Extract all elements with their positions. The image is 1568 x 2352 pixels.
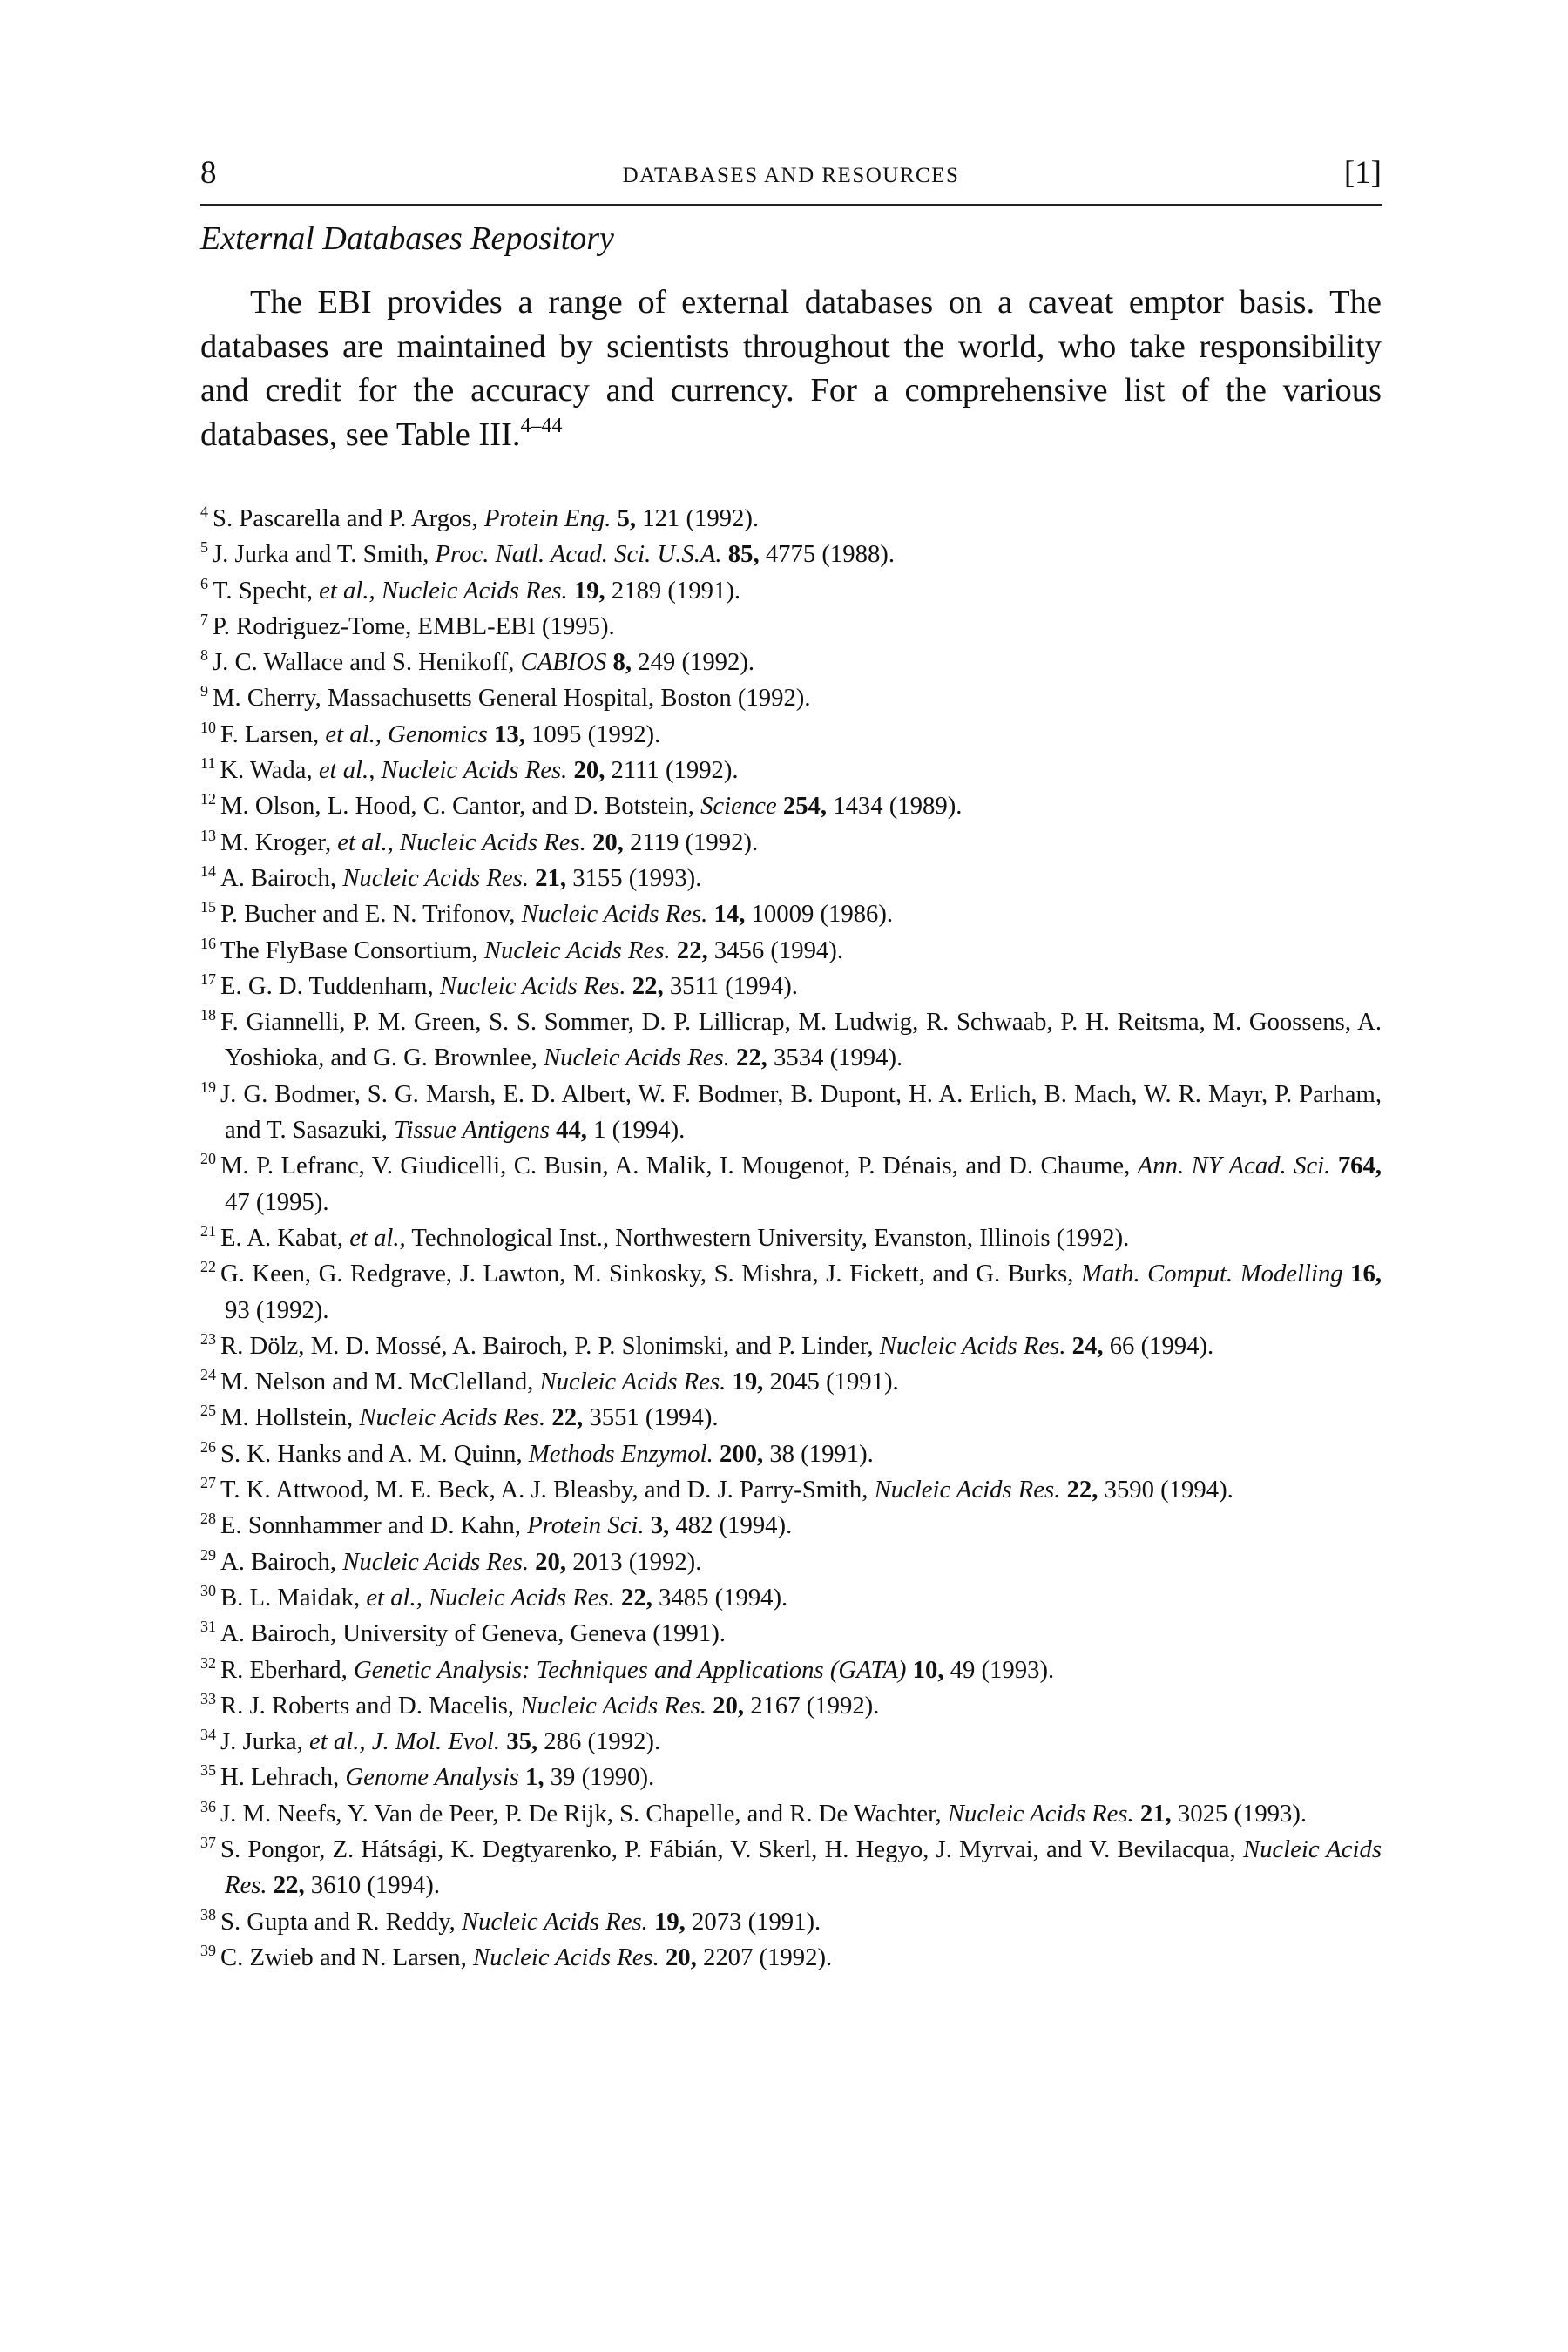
reference-text: E. A. Kabat, — [220, 1223, 350, 1252]
reference-number: 7 — [200, 610, 208, 628]
reference-text: Tissue Antigens — [394, 1116, 550, 1145]
reference-text: The FlyBase Consortium, — [220, 936, 484, 964]
reference-text — [645, 1511, 651, 1539]
reference-number: 28 — [200, 1510, 216, 1528]
reference-text: et al., — [318, 756, 375, 785]
reference-text: J. Jurka, — [220, 1727, 309, 1756]
reference-text: 85, — [727, 540, 760, 569]
reference-text: 4775 (1988). — [759, 540, 896, 569]
reference-text: Proc. Natl. Acad. Sci. U.S.A. — [435, 540, 722, 569]
reference-text: 1095 (1992). — [524, 720, 661, 748]
reference-text: R. Dölz, M. D. Mossé, A. Bairoch, P. P. Slonimski, and P. Linder, — [220, 1331, 880, 1360]
reference-item — [200, 1004, 1382, 1077]
reference-item — [200, 753, 1382, 788]
reference-number: 33 — [200, 1689, 216, 1707]
reference-text: 2189 (1991). — [605, 576, 741, 605]
reference-text: 254, — [782, 792, 828, 821]
reference-text: 3590 (1994). — [1098, 1476, 1233, 1504]
reference-text: A. Bairoch, — [220, 863, 343, 892]
reference-item — [200, 1077, 1382, 1149]
reference-text: 3551 (1994). — [583, 1403, 719, 1432]
reference-text: 3485 (1994). — [652, 1583, 788, 1612]
reference-item — [200, 537, 1382, 572]
reference-text: et al., — [319, 576, 375, 605]
paragraph-text: The EBI provides a range of external databases on a caveat emptor basis. The databases are maintained by scientists throughout the world, who take responsibility and credit for the accuracy and currency. For a comprehensive list of the various databases, see Table III. — [200, 284, 1382, 453]
reference-text: Nucleic Acids Res. — [520, 1691, 706, 1720]
reference-number: 18 — [200, 1006, 216, 1024]
reference-item — [200, 1364, 1382, 1400]
reference-text: 3534 (1994). — [767, 1044, 903, 1072]
reference-text: 482 (1994). — [669, 1511, 793, 1540]
reference-text: 286 (1992). — [537, 1727, 661, 1756]
page-number: 8 — [200, 155, 217, 191]
reference-number: 9 — [200, 682, 208, 700]
reference-text: E. G. D. Tuddenham, — [220, 971, 440, 1000]
reference-number: 4 — [200, 503, 208, 520]
reference-item — [200, 573, 1382, 609]
reference-text: R. J. Roberts and D. Macelis, — [220, 1691, 521, 1720]
reference-text — [1060, 1476, 1066, 1504]
reference-number: 32 — [200, 1653, 216, 1672]
reference-text: M. Hollstein, — [220, 1403, 360, 1432]
reference-text: 20, — [573, 756, 605, 785]
reference-text: 121 (1992). — [636, 504, 760, 532]
reference-text: Nucleic Acids Res. — [879, 1331, 1066, 1360]
reference-number: 13 — [200, 826, 216, 844]
reference-number: 6 — [200, 574, 208, 592]
reference-text: 10, — [912, 1655, 944, 1684]
reference-item — [200, 861, 1382, 896]
reference-text: et al., — [349, 1223, 406, 1252]
reference-text: 49 (1993). — [943, 1655, 1055, 1684]
chapter-number: [1] — [1343, 155, 1382, 191]
reference-number: 36 — [200, 1797, 216, 1815]
reference-text: 2045 (1991). — [763, 1368, 899, 1396]
reference-text: 3511 (1994). — [663, 971, 798, 1000]
reference-text: 200, — [719, 1439, 764, 1468]
reference-text: 20, — [535, 1547, 567, 1576]
reference-text: 22, — [621, 1583, 652, 1612]
reference-item — [200, 717, 1382, 753]
reference-number: 15 — [200, 898, 216, 916]
reference-text — [671, 936, 677, 964]
reference-text — [394, 828, 400, 856]
reference-text — [488, 720, 494, 748]
reference-item — [200, 501, 1382, 537]
reference-text — [730, 1044, 736, 1071]
reference-text: Nucleic Acids Res. — [521, 900, 708, 929]
reference-text: 3155 (1993). — [566, 863, 702, 892]
reference-item — [200, 1220, 1382, 1256]
reference-text: 3610 (1994). — [304, 1871, 440, 1900]
reference-text — [777, 792, 783, 820]
reference-text: 39 (1990). — [544, 1763, 655, 1792]
reference-text: J. Jurka and T. Smith, — [213, 540, 436, 569]
reference-text: 19, — [573, 576, 605, 605]
reference-item — [200, 1148, 1382, 1220]
reference-text: 2167 (1992). — [744, 1691, 880, 1720]
reference-text: Nucleic Acids Res. — [342, 1547, 529, 1576]
reference-text: J. G. Bodmer, S. G. Marsh, E. D. Albert, W. F. Bodmer, B. Dupont, H. A. Erlich, B. Mach, W. R. Mayr, P. Parham, and T. Sasazuki, — [220, 1079, 1382, 1145]
reference-text: Nucleic Acids Res. — [544, 1044, 730, 1072]
paragraph-citation: 4–44 — [520, 414, 563, 437]
reference-text: 2119 (1992). — [623, 828, 759, 856]
reference-text: M. Cherry, Massachusetts General Hospital, Boston (1992). — [213, 684, 811, 713]
reference-number: 29 — [200, 1545, 216, 1564]
reference-item — [200, 1724, 1382, 1760]
reference-text: M. Nelson and M. McClelland, — [220, 1368, 540, 1396]
reference-text: 22, — [735, 1044, 767, 1072]
reference-text: 44, — [556, 1116, 587, 1145]
reference-text: 249 (1992). — [632, 648, 755, 677]
reference-text: Nucleic Acids Res. — [473, 1943, 659, 1971]
reference-text: 8, — [612, 648, 632, 677]
reference-item — [200, 1616, 1382, 1652]
reference-text — [1343, 1260, 1351, 1288]
reference-number: 27 — [200, 1474, 216, 1492]
reference-item — [200, 969, 1382, 1004]
reference-text: B. L. Maidak, — [220, 1583, 367, 1612]
reference-text: Genomics — [388, 720, 488, 748]
reference-number: 25 — [200, 1402, 216, 1420]
reference-text — [615, 1584, 621, 1612]
reference-text: 764, — [1337, 1152, 1382, 1180]
reference-text — [375, 756, 381, 784]
reference-text: 20, — [591, 828, 624, 856]
reference-number: 26 — [200, 1437, 216, 1456]
reference-text: Nucleic Acids Res. — [381, 576, 568, 605]
reference-number: 14 — [200, 862, 216, 880]
reference-text: Genetic Analysis: Techniques and Applications (GATA) — [353, 1655, 907, 1684]
reference-item — [200, 1796, 1382, 1832]
reference-text: F. Larsen, — [220, 720, 326, 748]
reference-text: 16, — [1350, 1260, 1382, 1288]
reference-text: 3456 (1994). — [707, 936, 843, 964]
reference-text — [611, 504, 617, 532]
reference-text — [659, 1943, 666, 1971]
reference-text: Nucleic Acids Res. — [947, 1799, 1134, 1828]
reference-text: 2207 (1992). — [696, 1943, 833, 1971]
reference-text: 5, — [617, 504, 637, 532]
reference-text: T. Specht, — [213, 576, 320, 605]
reference-text: S. Gupta and R. Reddy, — [220, 1907, 463, 1936]
reference-number: 34 — [200, 1726, 216, 1744]
reference-number: 10 — [200, 718, 216, 736]
reference-text — [267, 1871, 274, 1899]
reference-text: M. Olson, L. Hood, C. Cantor, and D. Botstein, — [220, 792, 701, 821]
reference-item — [200, 1940, 1382, 1976]
reference-item — [200, 933, 1382, 969]
reference-text — [1066, 1332, 1072, 1360]
reference-text: Nucleic Acids Res. — [483, 936, 671, 964]
reference-text — [626, 972, 632, 1000]
reference-text: 19, — [653, 1907, 686, 1936]
reference-text: P. Bucher and E. N. Trifonov, — [220, 900, 522, 929]
reference-text: 47 (1995). — [225, 1187, 329, 1216]
reference-text — [567, 756, 573, 784]
reference-text: 22, — [273, 1871, 305, 1900]
reference-text: 3025 (1993). — [1171, 1799, 1308, 1828]
reference-text — [1330, 1152, 1337, 1179]
reference-text: Science — [700, 792, 777, 821]
reference-text: S. Pascarella and P. Argos, — [213, 504, 484, 532]
reference-text: Nucleic Acids Res. — [225, 1835, 1382, 1900]
reference-item — [200, 1508, 1382, 1544]
reference-text: 22, — [676, 936, 708, 964]
reference-text: et al., — [325, 720, 382, 748]
reference-text: C. Zwieb and N. Larsen, — [220, 1943, 473, 1971]
reference-text: S. Pongor, Z. Hátsági, K. Degtyarenko, P. Fábián, V. Skerl, H. Hegyo, J. Myrvai, and V. Bevilacqua, — [220, 1835, 1243, 1863]
running-head-title: DATABASES AND RESOURCES — [622, 164, 960, 187]
reference-text: J. C. Wallace and S. Henikoff, — [213, 648, 521, 677]
reference-text: S. K. Hanks and A. M. Quinn, — [220, 1439, 529, 1468]
reference-text — [586, 828, 592, 856]
reference-text: 20, — [665, 1943, 697, 1971]
reference-text: Genome Analysis — [345, 1763, 519, 1792]
reference-text: J. M. Neefs, Y. Van de Peer, P. De Rijk, S. Chapelle, and R. De Wachter, — [220, 1799, 948, 1828]
reference-text: Nucleic Acids Res. — [381, 756, 568, 785]
reference-text: Nucleic Acids Res. — [539, 1368, 727, 1396]
reference-text: 13, — [494, 720, 525, 748]
reference-text: et al., — [337, 828, 394, 856]
reference-item — [200, 1760, 1382, 1795]
reference-item — [200, 1544, 1382, 1580]
reference-item — [200, 609, 1382, 645]
reference-text: T. K. Attwood, M. E. Beck, A. J. Bleasby, and D. J. Parry-Smith, — [220, 1476, 875, 1504]
reference-text: Math. Comput. Modelling — [1080, 1260, 1343, 1288]
reference-item — [200, 1832, 1382, 1904]
body-paragraph — [200, 280, 1382, 456]
reference-item — [200, 1580, 1382, 1616]
reference-text — [375, 577, 382, 605]
reference-number: 17 — [200, 970, 216, 988]
reference-list — [200, 501, 1382, 1976]
reference-item — [200, 1472, 1382, 1508]
reference-number: 24 — [200, 1366, 216, 1384]
reference-text: Nucleic Acids Res. — [439, 971, 626, 1000]
reference-text — [648, 1908, 654, 1936]
reference-item — [200, 1904, 1382, 1940]
reference-text: Ann. NY Acad. Sci. — [1137, 1152, 1331, 1180]
reference-text: 20, — [713, 1691, 745, 1720]
reference-text: F. Giannelli, P. M. Green, S. S. Sommer, D. P. Lillicrap, M. Ludwig, R. Schwaab, P. H. Reitsma, M. Goossens, A. Yoshioka, and G. G. Brownlee, — [220, 1008, 1382, 1072]
reference-text: R. Eberhard, — [220, 1655, 354, 1684]
reference-text: 2013 (1992). — [566, 1547, 702, 1576]
reference-text: 93 (1992). — [225, 1295, 329, 1324]
reference-item — [200, 896, 1382, 932]
reference-item — [200, 825, 1382, 861]
reference-text: 14, — [713, 900, 746, 929]
reference-text: 1 (1994). — [586, 1116, 686, 1145]
reference-text: 66 (1994). — [1103, 1331, 1214, 1360]
reference-text: M. P. Lefranc, V. Giudicelli, C. Busin, A. Malik, I. Mougenot, P. Dénais, and D. Chaume, — [220, 1152, 1138, 1180]
reference-text: 19, — [732, 1368, 764, 1396]
reference-number: 37 — [200, 1833, 216, 1851]
reference-item — [200, 788, 1382, 824]
reference-item — [200, 1400, 1382, 1436]
reference-text: et al., J. Mol. Evol. — [309, 1727, 501, 1756]
reference-item — [200, 1328, 1382, 1364]
reference-item — [200, 645, 1382, 680]
reference-text: M. Kroger, — [220, 828, 338, 856]
reference-number: 20 — [200, 1150, 216, 1168]
reference-text: 21, — [535, 863, 567, 892]
reference-number: 12 — [200, 790, 216, 808]
reference-text: 24, — [1071, 1331, 1104, 1360]
reference-text: 2111 (1992). — [605, 756, 739, 785]
reference-text: 35, — [506, 1727, 538, 1756]
reference-text: G. Keen, G. Redgrave, J. Lawton, M. Sinkosky, S. Mishra, J. Fickett, and G. Burks, — [220, 1260, 1081, 1288]
reference-item — [200, 680, 1382, 716]
reference-item — [200, 1436, 1382, 1472]
reference-number: 35 — [200, 1761, 216, 1780]
reference-text: Technological Inst., Northwestern University, Evanston, Illinois (1992). — [405, 1223, 1130, 1252]
reference-number: 8 — [200, 646, 208, 665]
reference-text — [568, 577, 574, 605]
reference-number: 11 — [200, 754, 216, 773]
running-header — [200, 155, 1382, 206]
reference-text: 22, — [551, 1403, 584, 1432]
reference-text: A. Bairoch, University of Geneva, Geneva (1991). — [220, 1619, 726, 1648]
reference-text — [606, 648, 612, 676]
reference-text: Nucleic Acids Res. — [359, 1403, 546, 1432]
reference-text: Methods Enzymol. — [528, 1439, 713, 1468]
reference-text — [519, 1763, 525, 1791]
reference-text: et al., — [366, 1583, 422, 1612]
reference-text — [906, 1656, 912, 1684]
reference-text: Nucleic Acids Res. — [400, 828, 586, 856]
reference-number: 16 — [200, 934, 216, 952]
reference-text: 38 (1991). — [763, 1439, 874, 1468]
reference-text: 21, — [1139, 1799, 1172, 1828]
reference-number: 38 — [200, 1905, 216, 1923]
reference-text: CABIOS — [520, 648, 607, 677]
reference-number: 22 — [200, 1258, 216, 1276]
reference-text: 1, — [525, 1763, 544, 1792]
reference-text: 2073 (1991). — [685, 1907, 821, 1936]
reference-text — [707, 900, 713, 928]
reference-number: 19 — [200, 1078, 216, 1096]
reference-text: A. Bairoch, — [220, 1547, 343, 1576]
reference-item — [200, 1256, 1382, 1328]
reference-text: 22, — [1066, 1476, 1098, 1504]
reference-text — [722, 540, 728, 568]
reference-item — [200, 1652, 1382, 1688]
reference-text: P. Rodriguez-Tome, EMBL-EBI (1995). — [213, 612, 615, 640]
reference-text: Nucleic Acids Res. — [874, 1476, 1061, 1504]
reference-number: 39 — [200, 1941, 216, 1959]
reference-text: H. Lehrach, — [220, 1763, 346, 1792]
reference-text — [422, 1584, 429, 1612]
reference-text: Nucleic Acids Res. — [429, 1583, 615, 1612]
reference-number: 5 — [200, 538, 208, 557]
reference-text: 22, — [632, 971, 664, 1000]
reference-text: 3, — [650, 1511, 670, 1540]
reference-number: 30 — [200, 1581, 216, 1599]
reference-text: Nucleic Acids Res. — [342, 863, 529, 892]
reference-text: 10009 (1986). — [745, 900, 894, 929]
reference-text — [713, 1440, 720, 1468]
reference-number: 21 — [200, 1221, 216, 1240]
reference-text: 1434 (1989). — [827, 792, 963, 821]
reference-number: 31 — [200, 1618, 216, 1636]
reference-text: Nucleic Acids Res. — [462, 1907, 648, 1936]
reference-item — [200, 1688, 1382, 1724]
reference-text — [1134, 1800, 1140, 1828]
reference-text: Protein Eng. — [483, 504, 612, 532]
reference-number: 23 — [200, 1329, 216, 1348]
reference-text: E. Sonnhammer and D. Kahn, — [220, 1511, 528, 1540]
section-title: External Databases Repository — [200, 220, 614, 257]
reference-text: Protein Sci. — [527, 1511, 645, 1540]
reference-text: K. Wada, — [220, 756, 319, 785]
